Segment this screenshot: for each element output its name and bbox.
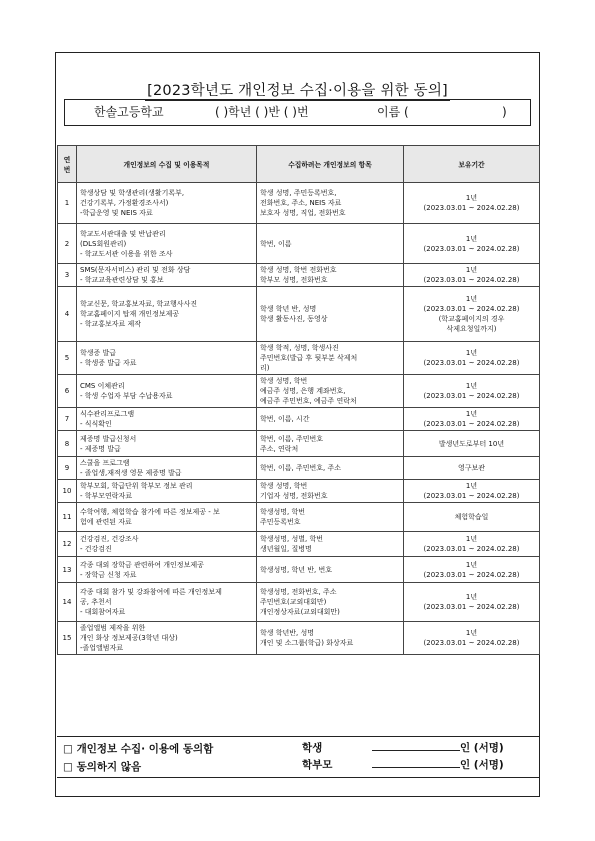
- table-row: [58, 264, 540, 287]
- purpose-cell-line: - 졸업생,재적생 영문 제증명 발급: [80, 469, 182, 477]
- period-cell-line: 삭제요청일까지): [446, 325, 497, 333]
- row-number: 2: [58, 224, 77, 264]
- purpose-cell: [77, 480, 257, 503]
- purpose-cell-line: 스쿨을 프로그램: [80, 459, 130, 467]
- row-number: 11: [58, 503, 77, 532]
- consent-form-frame: [55, 52, 540, 797]
- row-number: 14: [58, 583, 77, 622]
- purpose-cell-line: - 장학금 신청 자료: [80, 570, 137, 579]
- student-label: 학생: [302, 742, 323, 754]
- items-cell-line: 학생 성명, 학번: [260, 377, 308, 385]
- purpose-cell-line: (DLS회원관리): [80, 239, 127, 248]
- period-cell-line: (2023.03.01 ~ 2024.02.28): [423, 305, 520, 313]
- period-cell-line: (2023.03.01 ~ 2024.02.28): [423, 244, 520, 253]
- header-items: 수집하려는 개인정보의 항목: [257, 146, 404, 183]
- student-name-field[interactable]: 이름 (: [377, 105, 409, 119]
- purpose-cell-line: 학교도서관대출 및 반납관리: [80, 229, 166, 238]
- period-cell: [404, 503, 540, 532]
- purpose-cell-line: 학생상담 및 학생관리(생활기록부,: [80, 189, 185, 197]
- period-cell-line: (2023.03.01 ~ 2024.02.28): [423, 359, 520, 367]
- period-cell-line: (2023.03.01 ~ 2024.02.28): [423, 545, 520, 553]
- consent-section: [57, 736, 539, 778]
- items-cell-line: 주민등록번호: [260, 518, 301, 526]
- table-row: [58, 342, 540, 375]
- period-cell: [404, 264, 540, 287]
- items-cell: [257, 375, 404, 408]
- row-number: 9: [58, 457, 77, 480]
- row-number: 15: [58, 622, 77, 655]
- items-cell-line: 개인정상자료(교외대회만): [260, 608, 340, 616]
- period-cell-line: 1년: [465, 349, 478, 357]
- purpose-cell-line: - 학부모연락자료: [80, 492, 133, 500]
- items-cell: [257, 532, 404, 557]
- purpose-cell-line: 학부모회, 학급단위 학부모 정보 관리: [80, 482, 193, 490]
- table-row: [58, 503, 540, 532]
- items-cell-line: 학생 학년반, 성명: [260, 629, 315, 637]
- student-sign-suffix: 인 (서명): [460, 742, 504, 754]
- table-row: [58, 583, 540, 622]
- header-number: 연번: [58, 146, 77, 183]
- purpose-cell: [77, 503, 257, 532]
- purpose-cell-line: 학교홈페이지 탑재 개인정보제공: [80, 310, 180, 318]
- purpose-cell: [77, 557, 257, 583]
- purpose-cell-line: -졸업앨범자료: [80, 644, 124, 652]
- items-cell-line: 학생 학년 반, 성명: [260, 305, 317, 313]
- items-cell-line: 리): [260, 364, 270, 372]
- purpose-cell-line: 공, 추천서: [80, 598, 112, 606]
- purpose-cell-line: 건강기록부, 가정환경조사서): [80, 199, 169, 207]
- period-cell-line: (2023.03.01 ~ 2024.02.28): [423, 570, 520, 579]
- purpose-cell-line: 제증명 발급신청서: [80, 434, 137, 443]
- purpose-cell-line: 식수관리프로그램: [80, 410, 135, 418]
- purpose-cell-line: 개인 화상 정보제공(3학년 대상): [80, 634, 178, 642]
- period-cell-line: 1년: [465, 266, 478, 274]
- items-cell: [257, 503, 404, 532]
- agree-checkbox[interactable]: □ 개인정보 수집· 이용에 동의함: [63, 743, 214, 755]
- purpose-cell-line: - 학교도서관 이용을 위한 조사: [80, 249, 173, 258]
- table-row: [58, 183, 540, 224]
- items-cell: [257, 557, 404, 583]
- period-cell: [404, 342, 540, 375]
- purpose-cell: [77, 583, 257, 622]
- form-title: [2023학년도 개인정보 수집·이용을 위한 동의]: [147, 83, 448, 99]
- purpose-cell-line: - 식식확인: [80, 420, 112, 428]
- period-cell-line: (2023.03.01 ~ 2024.02.28): [423, 639, 520, 647]
- table-row: [58, 408, 540, 431]
- items-cell-line: 학번, 이름, 주민번호: [260, 434, 323, 443]
- period-cell-line: 1년: [465, 482, 478, 490]
- parent-signature-blank[interactable]: [372, 757, 460, 768]
- period-cell-line: 1년: [465, 234, 478, 243]
- items-cell-line: 학생 성명, 주민등록번호,: [260, 189, 337, 197]
- row-number: 3: [58, 264, 77, 287]
- period-cell: [404, 583, 540, 622]
- row-number: 7: [58, 408, 77, 431]
- grade-class-number-field[interactable]: ( )학년 ( )반 ( )번: [215, 105, 309, 119]
- purpose-table: [57, 145, 540, 655]
- purpose-cell-line: -학급운영 및 NEIS 자료: [80, 209, 153, 217]
- period-cell: [404, 480, 540, 503]
- purpose-cell: [77, 342, 257, 375]
- parent-sign-suffix: 인 (서명): [460, 759, 504, 771]
- table-row: [58, 224, 540, 264]
- table-row: [58, 622, 540, 655]
- period-cell: [404, 183, 540, 224]
- purpose-cell-line: 각종 대회 참가 및 강좌참여에 따른 개인정보제: [80, 588, 222, 596]
- student-info-box: [64, 99, 531, 126]
- period-cell-line: (2023.03.01 ~ 2024.02.28): [423, 603, 520, 611]
- items-cell: [257, 622, 404, 655]
- purpose-cell: [77, 457, 257, 480]
- row-number: 4: [58, 287, 77, 342]
- parent-label: 학부모: [302, 759, 333, 771]
- items-cell-line: 생년월일, 질병명: [260, 545, 312, 553]
- row-number: 13: [58, 557, 77, 583]
- purpose-cell: [77, 408, 257, 431]
- items-cell-line: 보호자 성명, 직업, 전화번호: [260, 209, 346, 217]
- purpose-cell: [77, 264, 257, 287]
- items-cell-line: 기업자 성명, 전화번호: [260, 492, 328, 500]
- row-number: 5: [58, 342, 77, 375]
- items-cell-line: 학부모 성명, 전화번호: [260, 276, 328, 284]
- period-cell: [404, 431, 540, 457]
- period-cell-line: 1년: [465, 382, 478, 390]
- items-cell: [257, 480, 404, 503]
- period-cell: [404, 375, 540, 408]
- purpose-cell-line: - 건강검진: [80, 545, 112, 553]
- purpose-cell: [77, 622, 257, 655]
- items-cell: [257, 183, 404, 224]
- school-name: 한솔고등학교: [94, 105, 164, 119]
- row-number: 1: [58, 183, 77, 224]
- purpose-cell-line: 수학여행, 체험학습 참가에 따른 정보제공 - 보: [80, 508, 220, 516]
- student-signature-line[interactable]: [302, 740, 504, 755]
- parent-signature-line[interactable]: [302, 757, 504, 772]
- period-cell-line: 영구보관: [457, 464, 486, 472]
- items-cell-line: 학번, 이름, 시간: [260, 415, 310, 423]
- disagree-checkbox[interactable]: □ 동의하지 않음: [63, 761, 142, 773]
- items-cell: [257, 224, 404, 264]
- items-cell-line: 주민번호(교외대회만): [260, 598, 327, 606]
- period-cell-line: (2023.03.01 ~ 2024.02.28): [423, 392, 520, 400]
- period-cell: [404, 532, 540, 557]
- period-cell-line: 체험학습일: [454, 513, 489, 521]
- items-cell: [257, 342, 404, 375]
- row-number: 10: [58, 480, 77, 503]
- table-header-row: [58, 146, 540, 183]
- purpose-cell: [77, 224, 257, 264]
- period-cell-line: 1년: [465, 295, 478, 303]
- period-cell: [404, 622, 540, 655]
- student-signature-blank[interactable]: [372, 740, 460, 751]
- purpose-cell-line: 각종 대외 장학금 관련하여 개인정보제공: [80, 560, 204, 569]
- purpose-cell-line: - 학생 수업자 부담 수납용자료: [80, 392, 173, 400]
- purpose-cell: [77, 532, 257, 557]
- period-cell-line: 1년: [465, 560, 478, 569]
- period-cell-line: (2023.03.01 ~ 2024.02.28): [423, 276, 520, 284]
- table-row: [58, 375, 540, 408]
- items-cell-line: 전화번호, 주소, NEIS 자료: [260, 199, 342, 207]
- header-period: 보유기간: [404, 146, 540, 183]
- items-cell-line: 학번, 이름: [260, 239, 292, 248]
- period-cell-line: 1년: [465, 629, 478, 637]
- items-cell: [257, 583, 404, 622]
- purpose-cell-line: 졸업앨범 제작을 위한: [80, 624, 146, 632]
- table-row: [58, 287, 540, 342]
- purpose-cell-line: 학생증 발급: [80, 349, 117, 357]
- purpose-cell-line: - 학교홍보자료 제작: [80, 320, 142, 328]
- items-cell-line: 주민번호(발급 후 뒷부분 삭제처: [260, 354, 358, 362]
- purpose-cell-line: - 제증명 발급: [80, 444, 121, 453]
- items-cell-line: 학생성명, 학번: [260, 508, 306, 516]
- purpose-cell: [77, 287, 257, 342]
- purpose-cell: [77, 375, 257, 408]
- table-row: [58, 480, 540, 503]
- items-cell: [257, 457, 404, 480]
- period-cell: [404, 557, 540, 583]
- purpose-cell-line: SMS(문자서비스) 관리 및 전화 상담: [80, 266, 191, 274]
- purpose-cell-line: 험에 관련된 자료: [80, 518, 132, 526]
- items-cell-line: 학생 학적, 성명, 학생사진: [260, 344, 339, 352]
- items-cell-line: 학생성명, 성별, 학번: [260, 535, 323, 543]
- purpose-cell: [77, 183, 257, 224]
- period-cell-line: 1년: [465, 593, 478, 601]
- period-cell-line: 1년: [465, 410, 478, 418]
- items-cell-line: 학생 성명, 학번: [260, 482, 308, 490]
- period-cell-line: 1년: [465, 194, 478, 202]
- items-cell-line: 학생 성명, 학번 전화번호: [260, 266, 337, 274]
- purpose-cell-line: CMS 이체관리: [80, 382, 125, 390]
- table-row: [58, 457, 540, 480]
- row-number: 6: [58, 375, 77, 408]
- period-cell: [404, 287, 540, 342]
- purpose-cell-line: - 학교교육관련상담 및 홍보: [80, 276, 164, 284]
- purpose-cell-line: 건강검진, 건강조사: [80, 535, 139, 543]
- header-purpose: 개인정보의 수집 및 이용목적: [77, 146, 257, 183]
- period-cell-line: (2023.03.01 ~ 2024.02.28): [423, 420, 520, 428]
- period-cell-line: (2023.03.01 ~ 2024.02.28): [423, 204, 520, 212]
- purpose-cell-line: 학교신문, 학교홍보자료, 학교행사사진: [80, 300, 198, 308]
- student-name-close: ): [502, 105, 507, 119]
- items-cell: [257, 264, 404, 287]
- period-cell: [404, 457, 540, 480]
- items-cell: [257, 287, 404, 342]
- table-row: [58, 557, 540, 583]
- items-cell-line: 주소, 연락처: [260, 444, 299, 453]
- period-cell: [404, 224, 540, 264]
- items-cell: [257, 431, 404, 457]
- period-cell-line: (2023.03.01 ~ 2024.02.28): [423, 492, 520, 500]
- period-cell-line: 발생년도로부터 10년: [438, 439, 505, 448]
- items-cell-line: 예금주 성명, 은행 계좌번호,: [260, 387, 346, 395]
- row-number: 12: [58, 532, 77, 557]
- items-cell-line: 학생 활동사진, 동영상: [260, 315, 328, 323]
- period-cell-line: 1년: [465, 535, 478, 543]
- purpose-cell-line: - 학생증 발급 자료: [80, 359, 137, 367]
- purpose-cell-line: - 대회참여자료: [80, 608, 126, 616]
- items-cell-line: 개인 및 소그룹(학급) 화상자료: [260, 639, 354, 647]
- period-cell: [404, 408, 540, 431]
- table-row: [58, 532, 540, 557]
- row-number: 8: [58, 431, 77, 457]
- items-cell-line: 학생성명, 전화번호, 주소: [260, 588, 337, 596]
- items-cell-line: 학생성명, 학년 반, 번호: [260, 565, 332, 574]
- period-cell-line: (학교홈페이지의 경우: [438, 315, 505, 323]
- items-cell-line: 학번, 이름, 주민번호, 주소: [260, 464, 341, 472]
- table-row: [58, 431, 540, 457]
- items-cell: [257, 408, 404, 431]
- items-cell-line: 예금주 주민번호, 예금주 연락처: [260, 397, 357, 405]
- purpose-cell: [77, 431, 257, 457]
